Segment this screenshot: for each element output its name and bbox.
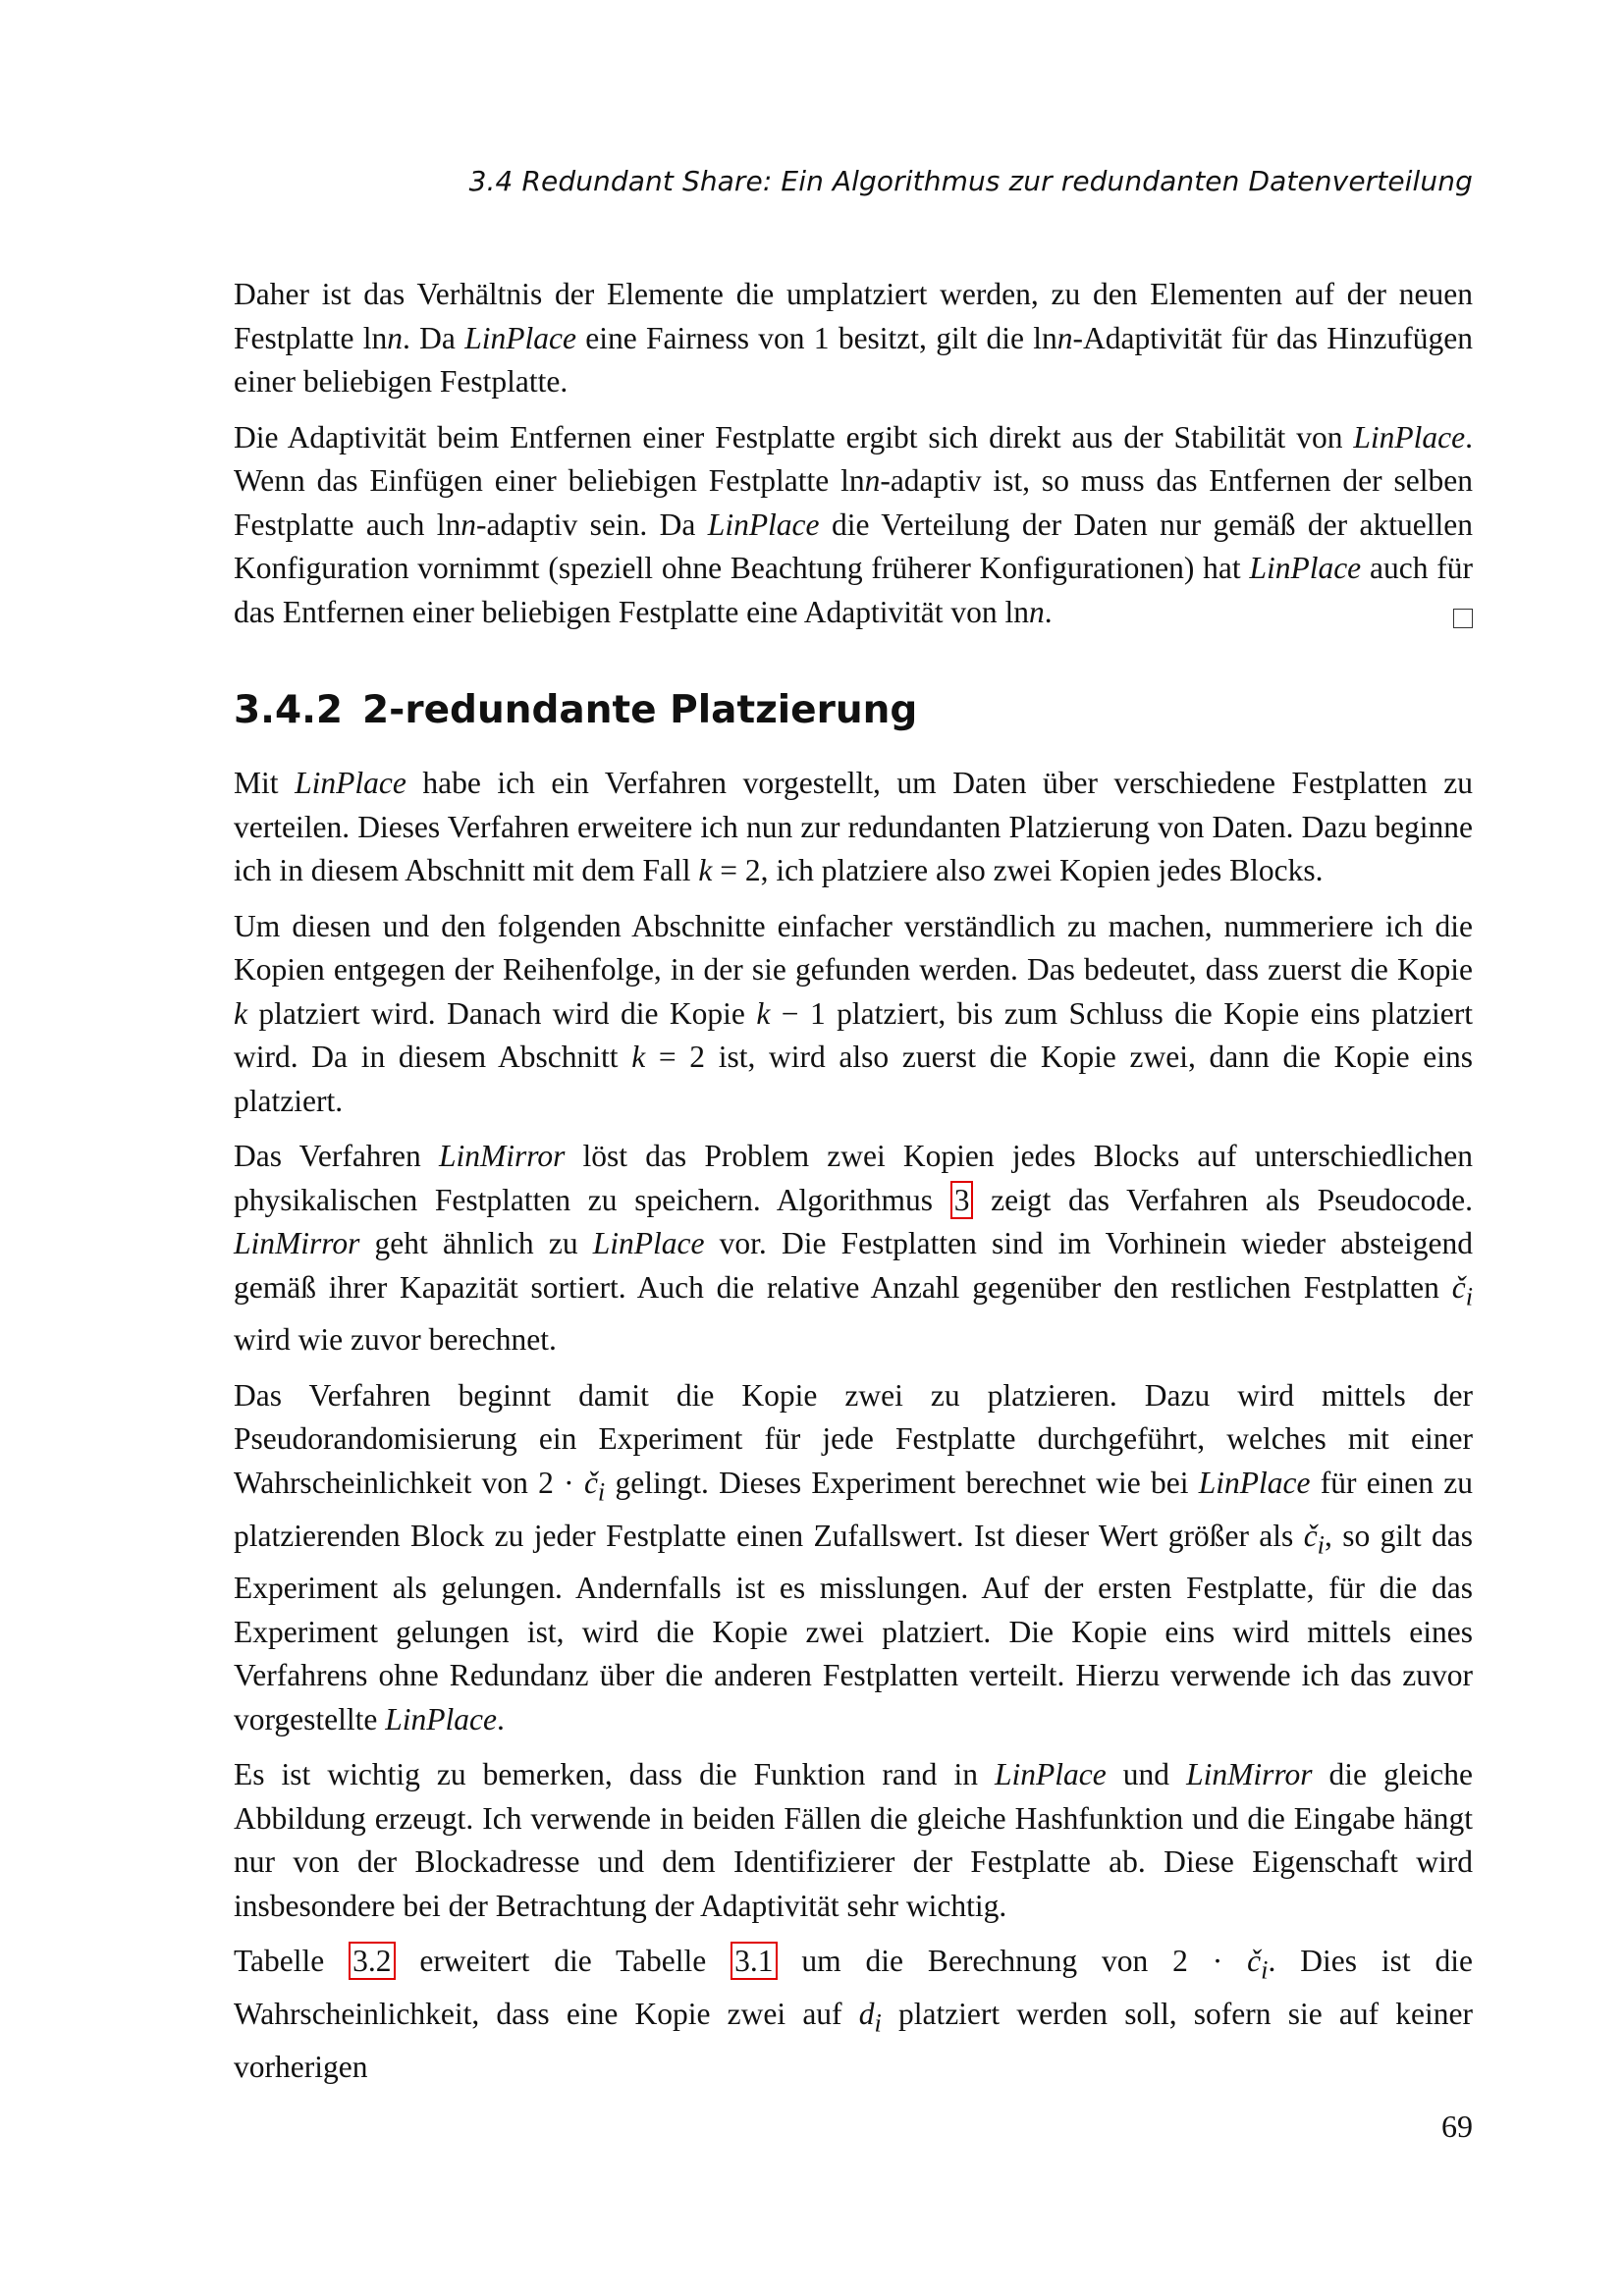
qed-square-icon — [1453, 609, 1473, 628]
paragraph: Die Adaptivität beim Entfernen einer Festplatte ergibt sich direkt aus der Stabilität von LinPlace. Wenn das Einfügen einer beliebigen Festplatte lnn-adaptiv ist, so muss das Entfernen der selben Festplatte auch lnn-adaptiv sein. Da LinPlace die Verteilung der Daten nur gemäß der aktuellen Konfiguration vornimmt (speziell ohne Beachtung früherer Konfigurationen) hat LinPlace auch für das Entfernen einer beliebigen Festplatte eine Adaptivität von lnn. — [234, 419, 1473, 629]
table-reference-link[interactable]: 3.1 — [731, 1942, 777, 1980]
paragraph: Um diesen und den folgenden Abschnitte einfacher verständlich zu machen, nummeriere ich die Kopien entgegen der Reihenfolge, in der sie gefunden werden. Das bedeutet, dass zuerst die Kopie k platziert wird. Danach wird die Kopie k − 1 platziert, bis zum Schluss die Kopie eins platziert wird. Da in diesem Abschnitt k = 2 ist, wird also zuerst die Kopie zwei, dann die Kopie eins platziert. — [234, 908, 1473, 1118]
algorithm-name: LinPlace — [995, 1757, 1107, 1792]
algorithm-name: LinPlace — [385, 1701, 497, 1736]
paragraph: Das Verfahren beginnt damit die Kopie zwei zu platzieren. Dazu wird mittels der Pseudorandomisierung ein Experiment für jede Festplatte durchgeführt, welches mit einer Wahrscheinlichkeit von $2 \cdot č_i$ gelingt. Dieses Experiment berechnet wie bei LinPlace für einen zu platzierenden Block zu jeder Festplatte einen Zufallswert. Ist dieser Wert größer als $č_i$, so gilt das Experiment als gelungen. Andernfalls ist es misslungen. Auf der ersten Festplatte, für die das Experiment gelungen ist, wird die Kopie zwei platziert. Die Kopie eins wird mittels eines Verfahrens ohne Redundanz über die anderen Festplatten verteilt. Hierzu verwende ich das zuvor vorgestellte LinPlace. — [234, 1377, 1473, 1736]
algorithm-name: LinMirror — [1186, 1757, 1313, 1792]
algorithm-name: LinPlace — [1249, 551, 1362, 585]
running-header: 3.4 Redundant Share: Ein Algorithmus zur redundanten Datenverteilung — [468, 165, 1473, 197]
algorithm-name: LinPlace — [464, 320, 576, 355]
algorithm-name: LinPlace — [1198, 1465, 1311, 1500]
paragraph: Mit LinPlace habe ich ein Verfahren vorgestellt, um Daten über verschiedene Festplatten zu verteilen. Dieses Verfahren erweitere ich nun zur redundanten Platzierung von Daten. Dazu beginne ich in diesem Abschnitt mit dem Fall k = 2, ich platziere also zwei Kopien jedes Blocks. — [234, 766, 1474, 887]
table-reference-link[interactable]: 3.2 — [349, 1942, 395, 1980]
algorithm-name: LinPlace — [592, 1226, 705, 1260]
paragraph: Daher ist das Verhältnis der Elemente die umplatziert werden, zu den Elementen auf der neuen Festplatte lnn. Da LinPlace eine Fairness von 1 besitzt, gilt die lnn-Adaptivität für das Hinzufügen einer beliebigen Festplatte. — [234, 277, 1473, 399]
algorithm-name: LinMirror — [234, 1226, 360, 1260]
paragraph: Das Verfahren LinMirror löst das Problem zwei Kopien jedes Blocks auf unterschiedlichen physikalischen Festplatten zu speichern. Algorithmus 3 zeigt das Verfahren als Pseudocode. LinMirror geht ähnlich zu LinPlace vor. Die Festplatten sind im Vorhinein wieder absteigend gemäß ihrer Kapazität sortiert. Auch die relative Anzahl gegenüber den restlichen Festplatten $č_i$ wird wie zuvor berechnet. — [234, 1139, 1473, 1358]
algorithm-name: LinMirror — [438, 1139, 566, 1173]
body-text — [234, 273, 1473, 2101]
page-number: 69 — [1441, 2109, 1473, 2144]
algorithm-reference-link[interactable]: 3 — [950, 1181, 974, 1219]
algorithm-name: LinPlace — [295, 766, 406, 800]
paragraph: Tabelle 3.2 erweitert die Tabelle 3.1 um die Berechnung von $2 \cdot č_i$. Dies ist die Wahrscheinlichkeit, dass eine Kopie zwei auf $d_i$ platziert werden soll, sofern sie auf keiner vorherigen — [234, 1944, 1473, 2084]
algorithm-name: LinPlace — [707, 507, 820, 542]
paragraph: Es ist wichtig zu bemerken, dass die Funktion rand in LinPlace und LinMirror die gleiche Abbildung erzeugt. Ich verwende in beiden Fällen die gleiche Hashfunktion und die Eingabe hängt nur von der Blockadresse und dem Identifizierer der Festplatte ab. Diese Eigenschaft wird insbesondere bei der Betrachtung der Adaptivität sehr wichtig. — [234, 1757, 1474, 1923]
algorithm-name: LinPlace — [1353, 419, 1466, 454]
section-title: 2-redundante Platzierung — [362, 688, 918, 732]
section-number: 3.4.2 — [234, 688, 344, 732]
section-heading — [234, 685, 1473, 736]
